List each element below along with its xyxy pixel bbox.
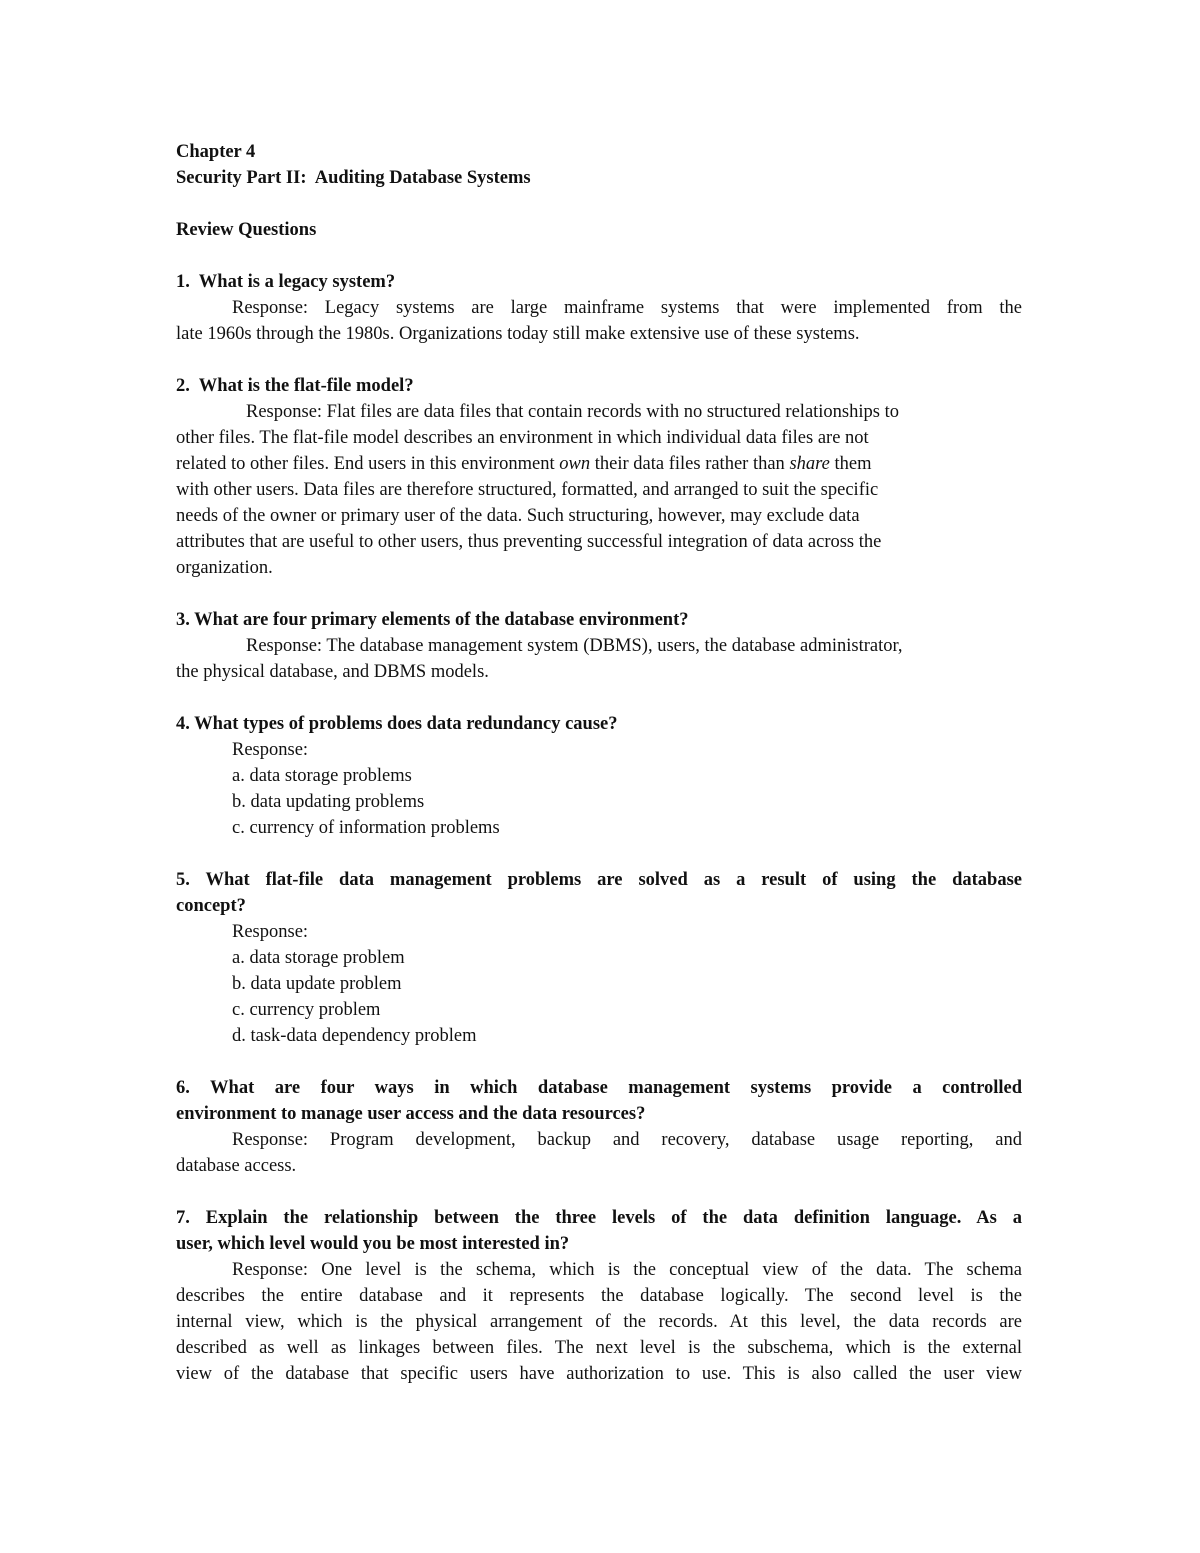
question-6-response-line: database access. [176,1156,297,1176]
question-2-response-line: needs of the owner or primary user of the data. Such structuring, however, may exclude data [176,506,860,526]
question-1-response-line: late 1960s through the 1980s. Organizations today still make extensive use of these systems. [176,324,860,344]
question-7-response-line: Response: One level is the schema, which is the conceptual view of the data. The schema [232,1260,1022,1280]
question-6-text: environment to manage user access and the data resources? [176,1104,646,1124]
question-7-response-line: described as well as linkages between files. The next level is the subschema, which is the external [176,1338,1022,1358]
question-2-response-line: related to other files. End users in this environment own their data files rather than share them [176,454,872,474]
question-2-response-line: other files. The flat-file model describes an environment in which individual data files are not [176,428,869,448]
question-7 [176,1205,1022,1387]
question-5-response-label: Response: [232,922,309,942]
question-7-text: 7. Explain the relationship between the three levels of the data definition language. As a [176,1208,1022,1228]
question-5-text: 5. What flat-file data management problems are solved as a result of using the database [176,870,1022,890]
question-5-list-item: d. task-data dependency problem [232,1026,477,1046]
question-1-text: 1. What is a legacy system? [176,272,396,292]
question-4-response-label: Response: [232,740,309,760]
chapter-title: Security Part II: Auditing Database Systems [176,168,531,188]
question-7-response-line: view of the database that specific users have authorization to use. This is also called the user view [176,1364,1022,1384]
section-heading: Review Questions [176,220,317,240]
chapter-heading: Chapter 4 [176,142,256,162]
question-6 [176,1075,1022,1179]
question-5-list-item: b. data update problem [232,974,402,994]
question-4-list-item: c. currency of information problems [232,818,500,838]
question-7-response-line: internal view, which is the physical arrangement of the records. At this level, the data records are [176,1312,1022,1332]
question-4 [176,711,1022,841]
question-4-list-item: b. data updating problems [232,792,425,812]
document-page [176,139,1022,1387]
emphasis-share: share [789,454,830,474]
question-1-response-line: Response: Legacy systems are large mainframe systems that were implemented from the [232,298,1022,318]
question-3-text: 3. What are four primary elements of the database environment? [176,610,689,630]
emphasis-own: own [559,454,591,474]
question-3-response-line: Response: The database management system (DBMS), users, the database administrator, [246,636,903,656]
question-5-list-item: a. data storage problem [232,948,405,968]
question-1 [176,269,1022,347]
question-7-text: user, which level would you be most interested in? [176,1234,570,1254]
question-3-response-line: the physical database, and DBMS models. [176,662,489,682]
question-2-response-line: attributes that are useful to other users, thus preventing successful integration of data across the [176,532,882,552]
question-4-text: 4. What types of problems does data redundancy cause? [176,714,618,734]
question-6-text: 6. What are four ways in which database management systems provide a controlled [176,1078,1023,1098]
question-2-response-line: organization. [176,558,273,578]
question-2-response-line: with other users. Data files are therefore structured, formatted, and arranged to suit the specific [176,480,879,500]
question-5 [176,867,1022,1049]
question-2 [176,373,1022,581]
question-2-text: 2. What is the flat-file model? [176,376,414,396]
question-6-response-line: Response: Program development, backup and recovery, database usage reporting, and [232,1130,1022,1150]
question-5-list-item: c. currency problem [232,1000,381,1020]
question-2-response-line: Response: Flat files are data files that contain records with no structured relationships to [246,402,899,422]
question-3 [176,607,1022,685]
question-5-text: concept? [176,896,246,916]
question-7-response-line: describes the entire database and it represents the database logically. The second level is the [176,1286,1022,1306]
question-4-list-item: a. data storage problems [232,766,412,786]
